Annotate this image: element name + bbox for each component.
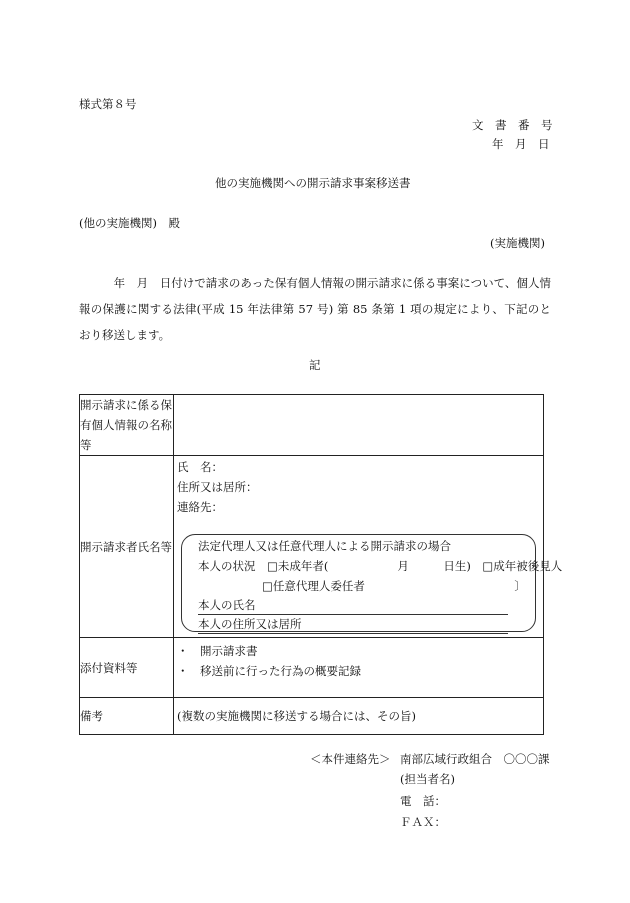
attachment-item: ・ 開示請求書 — [177, 644, 258, 658]
ki-heading: 記 — [309, 358, 321, 372]
document-number-label: 文 書 番 号 — [472, 118, 553, 132]
delegate-checkbox: □任意代理人委任者 〕 — [262, 579, 526, 593]
address-label: 住所又は居所： — [177, 480, 258, 494]
attachments-cell — [174, 638, 544, 698]
sender: (実施機関) — [490, 236, 545, 250]
attachment-item: ・ 移送前に行った行為の概要記録 — [177, 664, 361, 678]
contact-organization: 南部広域行政組合 〇〇〇課 — [400, 752, 550, 766]
addressee: (他の実施機関) 殿 — [79, 216, 180, 230]
contact-phone: 電 話： — [400, 794, 446, 808]
body-text: 年 月 日付けで請求のあった保有個人情報の開示請求に係る事案について、個人情報の保護に関する法律(平成 15 年法律第 57 号) 第 85 条第 1 項の規定により、下記のとおり移送します。 — [79, 276, 551, 342]
name-label: 氏 名： — [177, 460, 223, 474]
table-row — [80, 638, 544, 698]
contact-heading: ＜本件連絡先＞ — [310, 752, 391, 766]
principal-status: 本人の状況 □未成年者( 月 日生) □成年被後見人 — [198, 559, 563, 573]
transfer-table — [79, 394, 563, 735]
principal-name: 本人の氏名 — [198, 600, 508, 615]
agent-heading: 法定代理人又は任意代理人による開示請求の場合 — [198, 539, 451, 553]
row-label-requester: 開示請求者氏名等 — [80, 456, 174, 638]
document-title: 他の実施機関への開示請求事案移送書 — [215, 176, 411, 190]
requester-cell — [174, 456, 563, 638]
row-label-remarks: 備考 — [80, 698, 174, 735]
form-number: 様式第８号 — [79, 97, 137, 111]
contact-fax: ＦＡＸ： — [400, 815, 446, 829]
contact-person: (担当者名) — [400, 772, 455, 786]
contact-label: 連絡先： — [177, 500, 223, 514]
table-row — [80, 395, 544, 456]
principal-address: 本人の住所又は居所 — [198, 619, 508, 634]
remarks-cell: (複数の実施機関に移送する場合には、その旨) — [174, 698, 544, 735]
table-row — [80, 456, 544, 638]
row-label-information-name: 開示請求に係る保有個人情報の名称等 — [80, 395, 174, 456]
date-label: 年 月 日 — [492, 137, 550, 151]
information-name-cell — [174, 395, 544, 456]
table-row — [80, 698, 544, 735]
row-label-attachments: 添付資料等 — [80, 638, 174, 698]
